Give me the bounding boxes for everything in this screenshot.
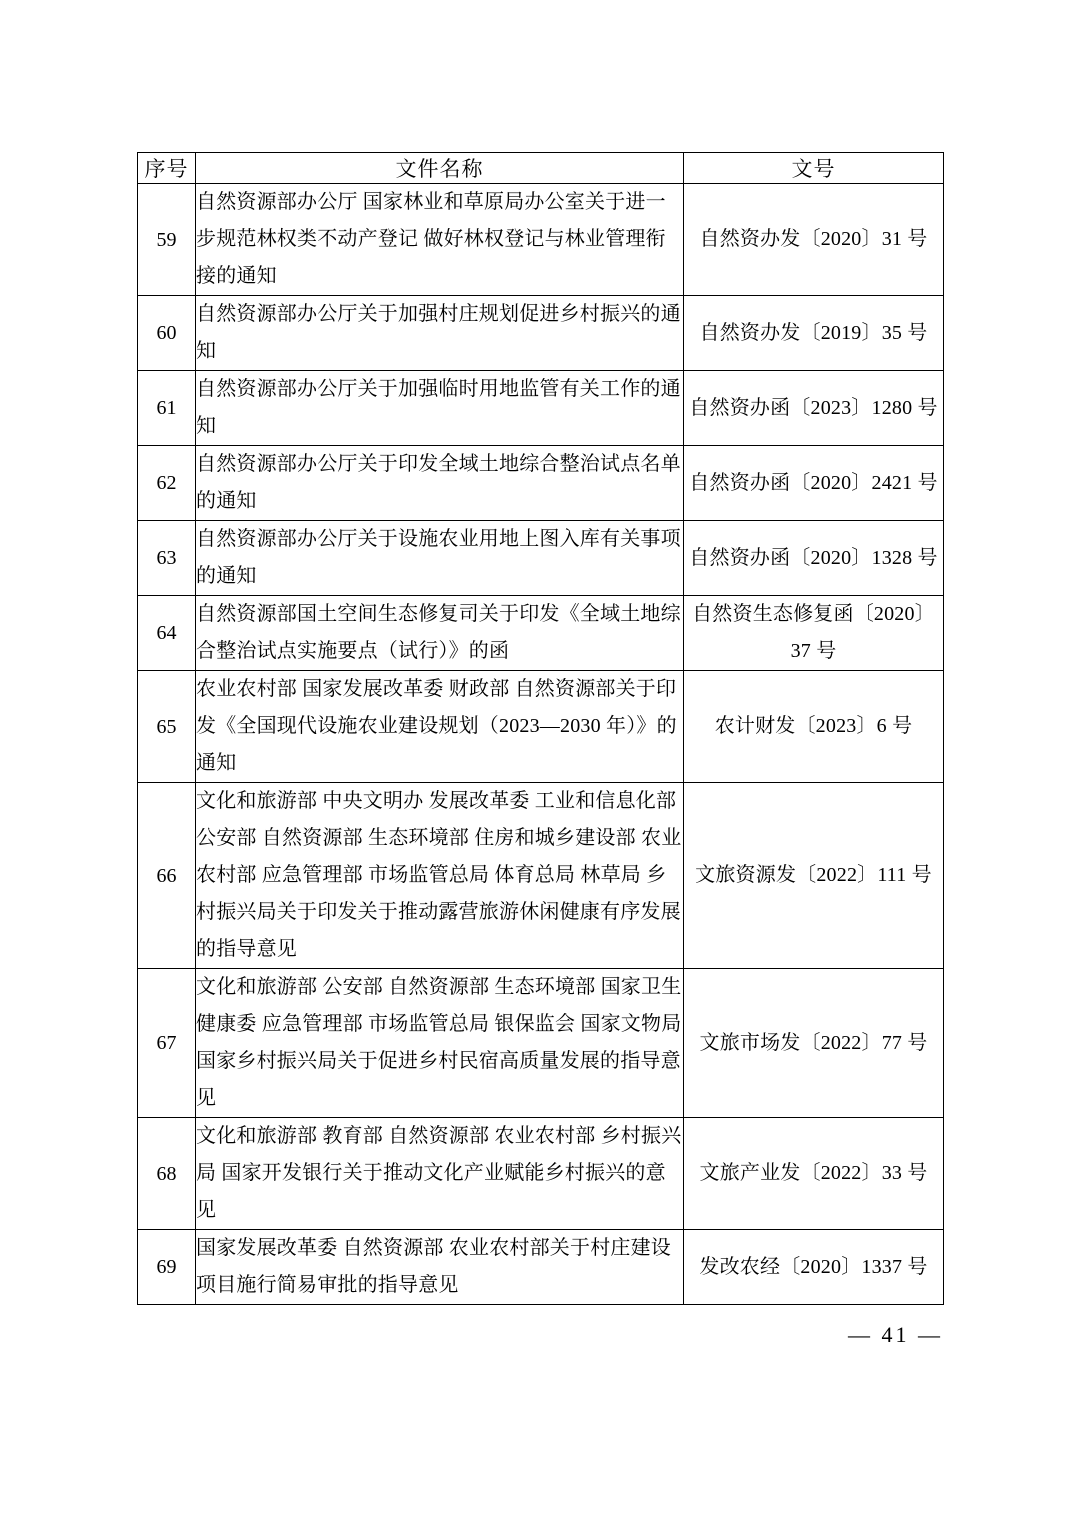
row-document-name: 文化和旅游部 教育部 自然资源部 农业农村部 乡村振兴局 国家开发银行关于推动文化产业赋能乡村振兴的意见 (196, 1118, 684, 1230)
table-row (138, 521, 944, 596)
row-document-name: 国家发展改革委 自然资源部 农业农村部关于村庄建设项目施行简易审批的指导意见 (196, 1230, 684, 1305)
column-header-document-name: 文件名称 (196, 153, 684, 184)
table-row (138, 371, 944, 446)
row-index: 64 (138, 596, 196, 671)
row-document-name: 自然资源部办公厅 国家林业和草原局办公室关于进一步规范林权类不动产登记 做好林权登记与林业管理衔接的通知 (196, 184, 684, 296)
table-row (138, 184, 944, 296)
row-index: 67 (138, 969, 196, 1118)
row-document-code: 自然资办发〔2020〕31 号 (684, 184, 944, 296)
table-body (138, 184, 944, 1305)
row-document-code: 文旅市场发〔2022〕77 号 (684, 969, 944, 1118)
table-header-row (138, 153, 944, 184)
row-document-name: 文化和旅游部 公安部 自然资源部 生态环境部 国家卫生健康委 应急管理部 市场监管总局 银保监会 国家文物局 国家乡村振兴局关于促进乡村民宿高质量发展的指导意见 (196, 969, 684, 1118)
column-header-document-code: 文号 (684, 153, 944, 184)
row-index: 66 (138, 783, 196, 969)
row-document-code: 农计财发〔2023〕6 号 (684, 671, 944, 783)
row-document-code: 自然资办函〔2023〕1280 号 (684, 371, 944, 446)
row-index: 61 (138, 371, 196, 446)
page-number: — 41 — (848, 1322, 943, 1347)
row-document-code: 自然资办函〔2020〕1328 号 (684, 521, 944, 596)
row-document-code: 发改农经〔2020〕1337 号 (684, 1230, 944, 1305)
row-document-code: 自然资生态修复函〔2020〕37 号 (684, 596, 944, 671)
row-index: 63 (138, 521, 196, 596)
row-index: 68 (138, 1118, 196, 1230)
table-row (138, 1118, 944, 1230)
row-document-code: 文旅产业发〔2022〕33 号 (684, 1118, 944, 1230)
row-document-name: 自然资源部办公厅关于设施农业用地上图入库有关事项的通知 (196, 521, 684, 596)
row-document-name: 自然资源部办公厅关于加强临时用地监管有关工作的通知 (196, 371, 684, 446)
row-index: 65 (138, 671, 196, 783)
row-index: 69 (138, 1230, 196, 1305)
table-row (138, 1230, 944, 1305)
row-document-code: 自然资办函〔2020〕2421 号 (684, 446, 944, 521)
policy-document-table (137, 152, 944, 1305)
column-header-index: 序号 (138, 153, 196, 184)
row-document-name: 自然资源部国土空间生态修复司关于印发《全域土地综合整治试点实施要点（试行）》的函 (196, 596, 684, 671)
table-row (138, 783, 944, 969)
row-document-code: 文旅资源发〔2022〕111 号 (684, 783, 944, 969)
table-row (138, 671, 944, 783)
row-document-name: 文化和旅游部 中央文明办 发展改革委 工业和信息化部 公安部 自然资源部 生态环境部 住房和城乡建设部 农业农村部 应急管理部 市场监管总局 体育总局 林草局 乡村振兴局关于印发关于推动露营旅游休闲健康有序发展的指导意见 (196, 783, 684, 969)
row-document-name: 农业农村部 国家发展改革委 财政部 自然资源部关于印发《全国现代设施农业建设规划（2023—2030 年）》的通知 (196, 671, 684, 783)
row-index: 59 (138, 184, 196, 296)
row-index: 62 (138, 446, 196, 521)
row-document-name: 自然资源部办公厅关于印发全域土地综合整治试点名单的通知 (196, 446, 684, 521)
table-row (138, 596, 944, 671)
row-document-code: 自然资办发〔2019〕35 号 (684, 296, 944, 371)
row-index: 60 (138, 296, 196, 371)
row-document-name: 自然资源部办公厅关于加强村庄规划促进乡村振兴的通知 (196, 296, 684, 371)
table-row (138, 446, 944, 521)
table-row (138, 969, 944, 1118)
table-row (138, 296, 944, 371)
